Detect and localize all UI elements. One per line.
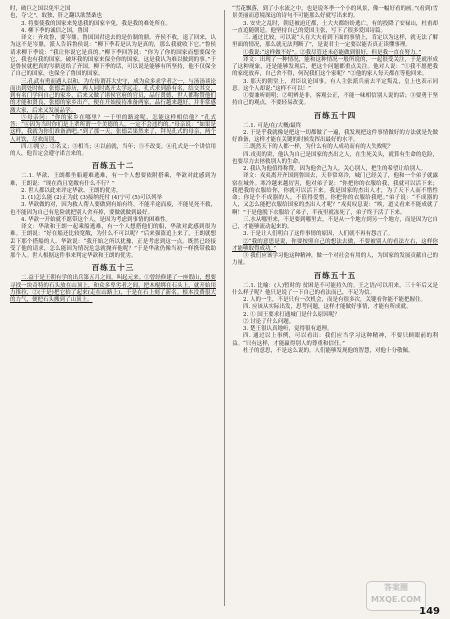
- text-line: 三.既然天下的人都一样，为什么有的人成功而有的人失败呢？: [243, 144, 394, 151]
- text-line: 译文：出现了一种情况，能和这种情况一般所说的，一起很受关注，于是就形成了这种现象，还是能够发现后，把这个问题都重点关注。他对人说：“①我不愿把我的家庭放弃，自己舍不得，何况我们这个家呢？”②他的家人每天都在等他回来。: [232, 56, 438, 78]
- text-line: 4. 华歆一开始就不愿带这个人，是因为考虑到事情的困难性。: [21, 216, 171, 223]
- text-line: 四. 通过以上事例，可以看出：我们应当学习这种精神，不要只顾眼前的利益。“只有这样，才能赢得别人的尊重和信任。”: [232, 333, 438, 347]
- text-line: 3. 华歆做的对，因为救人帮人要做到有始有终，不能半途而废，不能见死不救，也不能因为自己有危险就把别人舍弃掉，要做就做到最好。: [10, 202, 216, 216]
- text-line: 四. 应该从实际出发，思考问题，这样才能做好事情，才能有所成就。: [243, 304, 412, 311]
- section-heading: 百练五十二: [91, 161, 135, 171]
- text-line: 2. 世人都以此来评定华歆、王朗的优劣。: [21, 187, 122, 194]
- text-line: “雪花飘落，到了小水流之中，也是说冬季一个小的风景，像一幅好看的画。”(看到)雪景美丽而意境深远的诗句不可能那么好就写出来的。: [232, 6, 438, 20]
- text-line: 二.益于是王朝有学的出兵第五月之间，叫起元来。①曾经修建了一座假山，想要寻找一块奇特的石头放在山顶上，和众多卑劣者之间，把木棍绑在石头上，就开始用力推拉，②(于是)把它抬了起来(走在山路上)，于是在石上刻了新名。根本没费很大的力气，便把石头搬到了山顶上。: [10, 275, 216, 303]
- text-line: ② 讨论了什么问题。: [243, 318, 295, 325]
- text-line: 二.1. 可是/在/大概/最终: [243, 122, 302, 129]
- text-line: 三.水从哪里来，不是要到哪里去，不是从一个地方到另一个地方，而是因为它自己，才能够流动起来的。: [232, 216, 438, 230]
- text-line: 2. 我认为他值得称赞，因为他舍己为人，关心别人，把生的希望让给别人。: [243, 166, 426, 172]
- text-line: 杜子的意思，不是这么说的。人们能够发现他的智慧，对他十分敬佩。: [243, 347, 414, 354]
- answer-key-page: [10, 6, 442, 606]
- text-line: 2. 于是乎我就像是把这一切都做了一遍，我发现把这件事情做好的方法就是先做好准备，这样才能在关键的时候发挥出最好的水平。: [232, 129, 438, 143]
- text-line: ①我说:“这样做不好”。②我尽管还未必能做到很好，但是我一直在努力。”: [243, 49, 422, 56]
- watermark-line: 答案圈: [384, 583, 408, 592]
- text-line: ①要兼听则明；②明辨是非，客观公正，不能一味相信别人说的话；③要勇于坚持自己的观点，不要轻易改变。: [232, 93, 438, 107]
- text-line: 译文：戎夷离开齐国到鲁国去，天非常寒冷，城门已经关了，他和一个弟子就露宿在城外。寒冷越来越厉害，他对弟子说：“你把你的衣服给我，我就可以活下来；我把我的衣服给你，你就可以活下来。我是国家的杰出人才，为了天下人而不惜性命；你是个不成器的人，不值得爱惜。你把你的衣服给我吧。”弟子说：“不成器的人，又怎么能把衣服给国家的杰出人才呢？”戎夷叹息说：“唉，道义看来不能成就了啊！”于是他脱下衣服给了弟子，半夜里就冻死了，弟子终于活了下来。: [232, 173, 438, 216]
- text-line: 三.孔武有勇而遇人以和，为左传谓苏大史守，成为众多求学者之一，与汤汤谈论而出到处时候，张德芸游历，两人同时离开太学远走，孔式求到游有名，结交其交，到有名门学问自己的家乡，后来又做了诸侯官府的官员，品行贤德，世人都称赞他们的才能和贤良，张德的家乡出产，便在开始接待准备两家，品行越来越好，并非常感激大家，后来又发展品学。: [10, 78, 216, 114]
- text-line: 3. 楚王很认真地听，觉得很有道理。: [243, 326, 333, 332]
- section-heading: 百练五十五: [313, 270, 357, 280]
- section-heading: 百练五十三: [91, 263, 135, 273]
- text-line: 2. ① 国王要求打通城门是什么原因呢？: [243, 311, 340, 318]
- right-block-1: [232, 6, 438, 108]
- text-line: 2. 人的一生，不是只有一次机会，而是有很多次，关键看你能不能把握住。: [243, 297, 426, 303]
- column-divider: [224, 10, 225, 606]
- left-block-1: [10, 6, 216, 158]
- text-line: 3. 将要使我的国家来免患我的国家辛免，我是我的难处所在。: [21, 20, 171, 27]
- left-block-2: [10, 173, 216, 260]
- text-line: 四.①拥立；②名义；③相当；④以前就，当年；⑤不改变。⑥孔式是一个讲信用的人，他肯定会遵守诺言来的。: [10, 143, 216, 157]
- text-line: ③ 我们应该学习他这种精神，做一个对社会有用的人，为国家的发展贡献自己的力量。: [232, 253, 438, 267]
- site-watermark: [366, 581, 426, 611]
- text-line: 四.戎夷的讲，他认为自己是国家的杰出之人，在生死关头，就算有生命的危险，也要尽力去拯救别人的生命。: [232, 151, 438, 165]
- text-line: 3. 安史之乱时，朝廷被迫迁都，士大夫都纷纷逃亡，有的投降了安禄山，杜甫却一直追随朝廷。他坚持自己的爱国主张，写下了很多爱国诗篇。: [232, 20, 438, 34]
- text-line: 二.1. 比喻：(人)暂时的 贫困是不可能持久的。王之语/可以用来，三十年后又是什么样子呢？他只是说了一下自己的看法而已，不足为信。: [232, 282, 438, 296]
- text-line: 4. 柳下季的诚信之国，鲁国: [21, 27, 89, 34]
- page-number: 149: [419, 606, 440, 617]
- right-column: [232, 6, 438, 355]
- text-line: 3. (1)怎么能 (2)正为此 (3)接纳托付 (4)宁可 (5)可以列举: [21, 195, 162, 201]
- left-block-3: [10, 275, 216, 304]
- right-block-2: [232, 123, 438, 268]
- text-line: 译文：齐攻鲁，要岑鼎。鲁国国君送去的是仿制的鼎。齐侯不收，退了回来，认为这不是岑鼎，派人告诉鲁侯说：“柳下季若是认为是真的，那么我就收下它。”鲁侯请求柳下季说：“我让你说它是真的。”柳下季回答说：“你为了你的国家而想要保全它，我也有我的国家。破坏我的国家来保全你的国家，这是我认为难以做到的事。”于是鲁侯就把真的岑鼎送给了齐国。柳下季的话，可以说是能够有所坚持，他不仅保全了自己的国家，也保全了鲁国的国家。: [10, 35, 216, 78]
- text-line: 3. 于是让人们明白了这件事情的原因，人们就不再有怨言了。: [243, 231, 393, 238]
- text-line: 也，夺'之"，取独，肝之翻以欲禁桑也: [10, 13, 103, 20]
- text-line: 3. 那天的朝堂上，君臣议论国事，有人主张派兵前去平定叛乱，皇上也表示同意。这个人却说:“这样不可以！”: [232, 78, 438, 92]
- text-line: 译文：华歆和王朗一起乘船逃难，有一个人想搭他们的船，华歆对此感到很为难。王朗说：“好在船还比较宽敞，为什么不可以呢？”后来强盗追上来了，王朗就想丢下那个搭船的人。华歆说：“我开始之所以犹豫，正是考虑到这一点。既然已经接受了他的请求，怎么能因为情况危急就抛弃他呢？”于是华歆仍像当初一样携带救助那个人。世人根据这件事来判定华歆和王朗的优劣。: [10, 224, 216, 259]
- section-heading: 百练五十四: [313, 110, 357, 120]
- text-line: 三. 通过比较，可以说“人在大夫看到下面的事情上，肯定以为这样，就无法了解里面的情况，那么就无法判断了”，是说君主一定要以能否真正读懂事理。: [232, 35, 438, 49]
- text-line: ⑤母亲问：“你的家乡在哪里？一千里的路途呢，怎能这样相信他？”孔式答：“⑥因为当时你们是上辈所谓一个美德的人，一定不会违约的。”母亲说：“如果是这样，我就为你们准备酒吧。”到了那一天，张德芸果然来了，拜见孔式的母亲，两个人对饮，尽欢而别。: [10, 114, 216, 143]
- text-line: 二.1. 华歆、王朗都坐船避难逃难，有一个人想要依附搭乘，华歆对此感到为难，王朗说：“现在尚且宽敞有什么不行？”: [10, 173, 216, 187]
- text-line: ②“我的意思是说，你要按照自己的想法去做，不要被别人的看法左右，这样你才能够取得成功。”: [232, 238, 438, 252]
- right-block-3: [232, 283, 438, 356]
- left-column: [10, 6, 216, 304]
- text-line: 时，破巨之国以免牢之国: [10, 6, 71, 12]
- watermark-line: MXQE.COM: [370, 595, 422, 604]
